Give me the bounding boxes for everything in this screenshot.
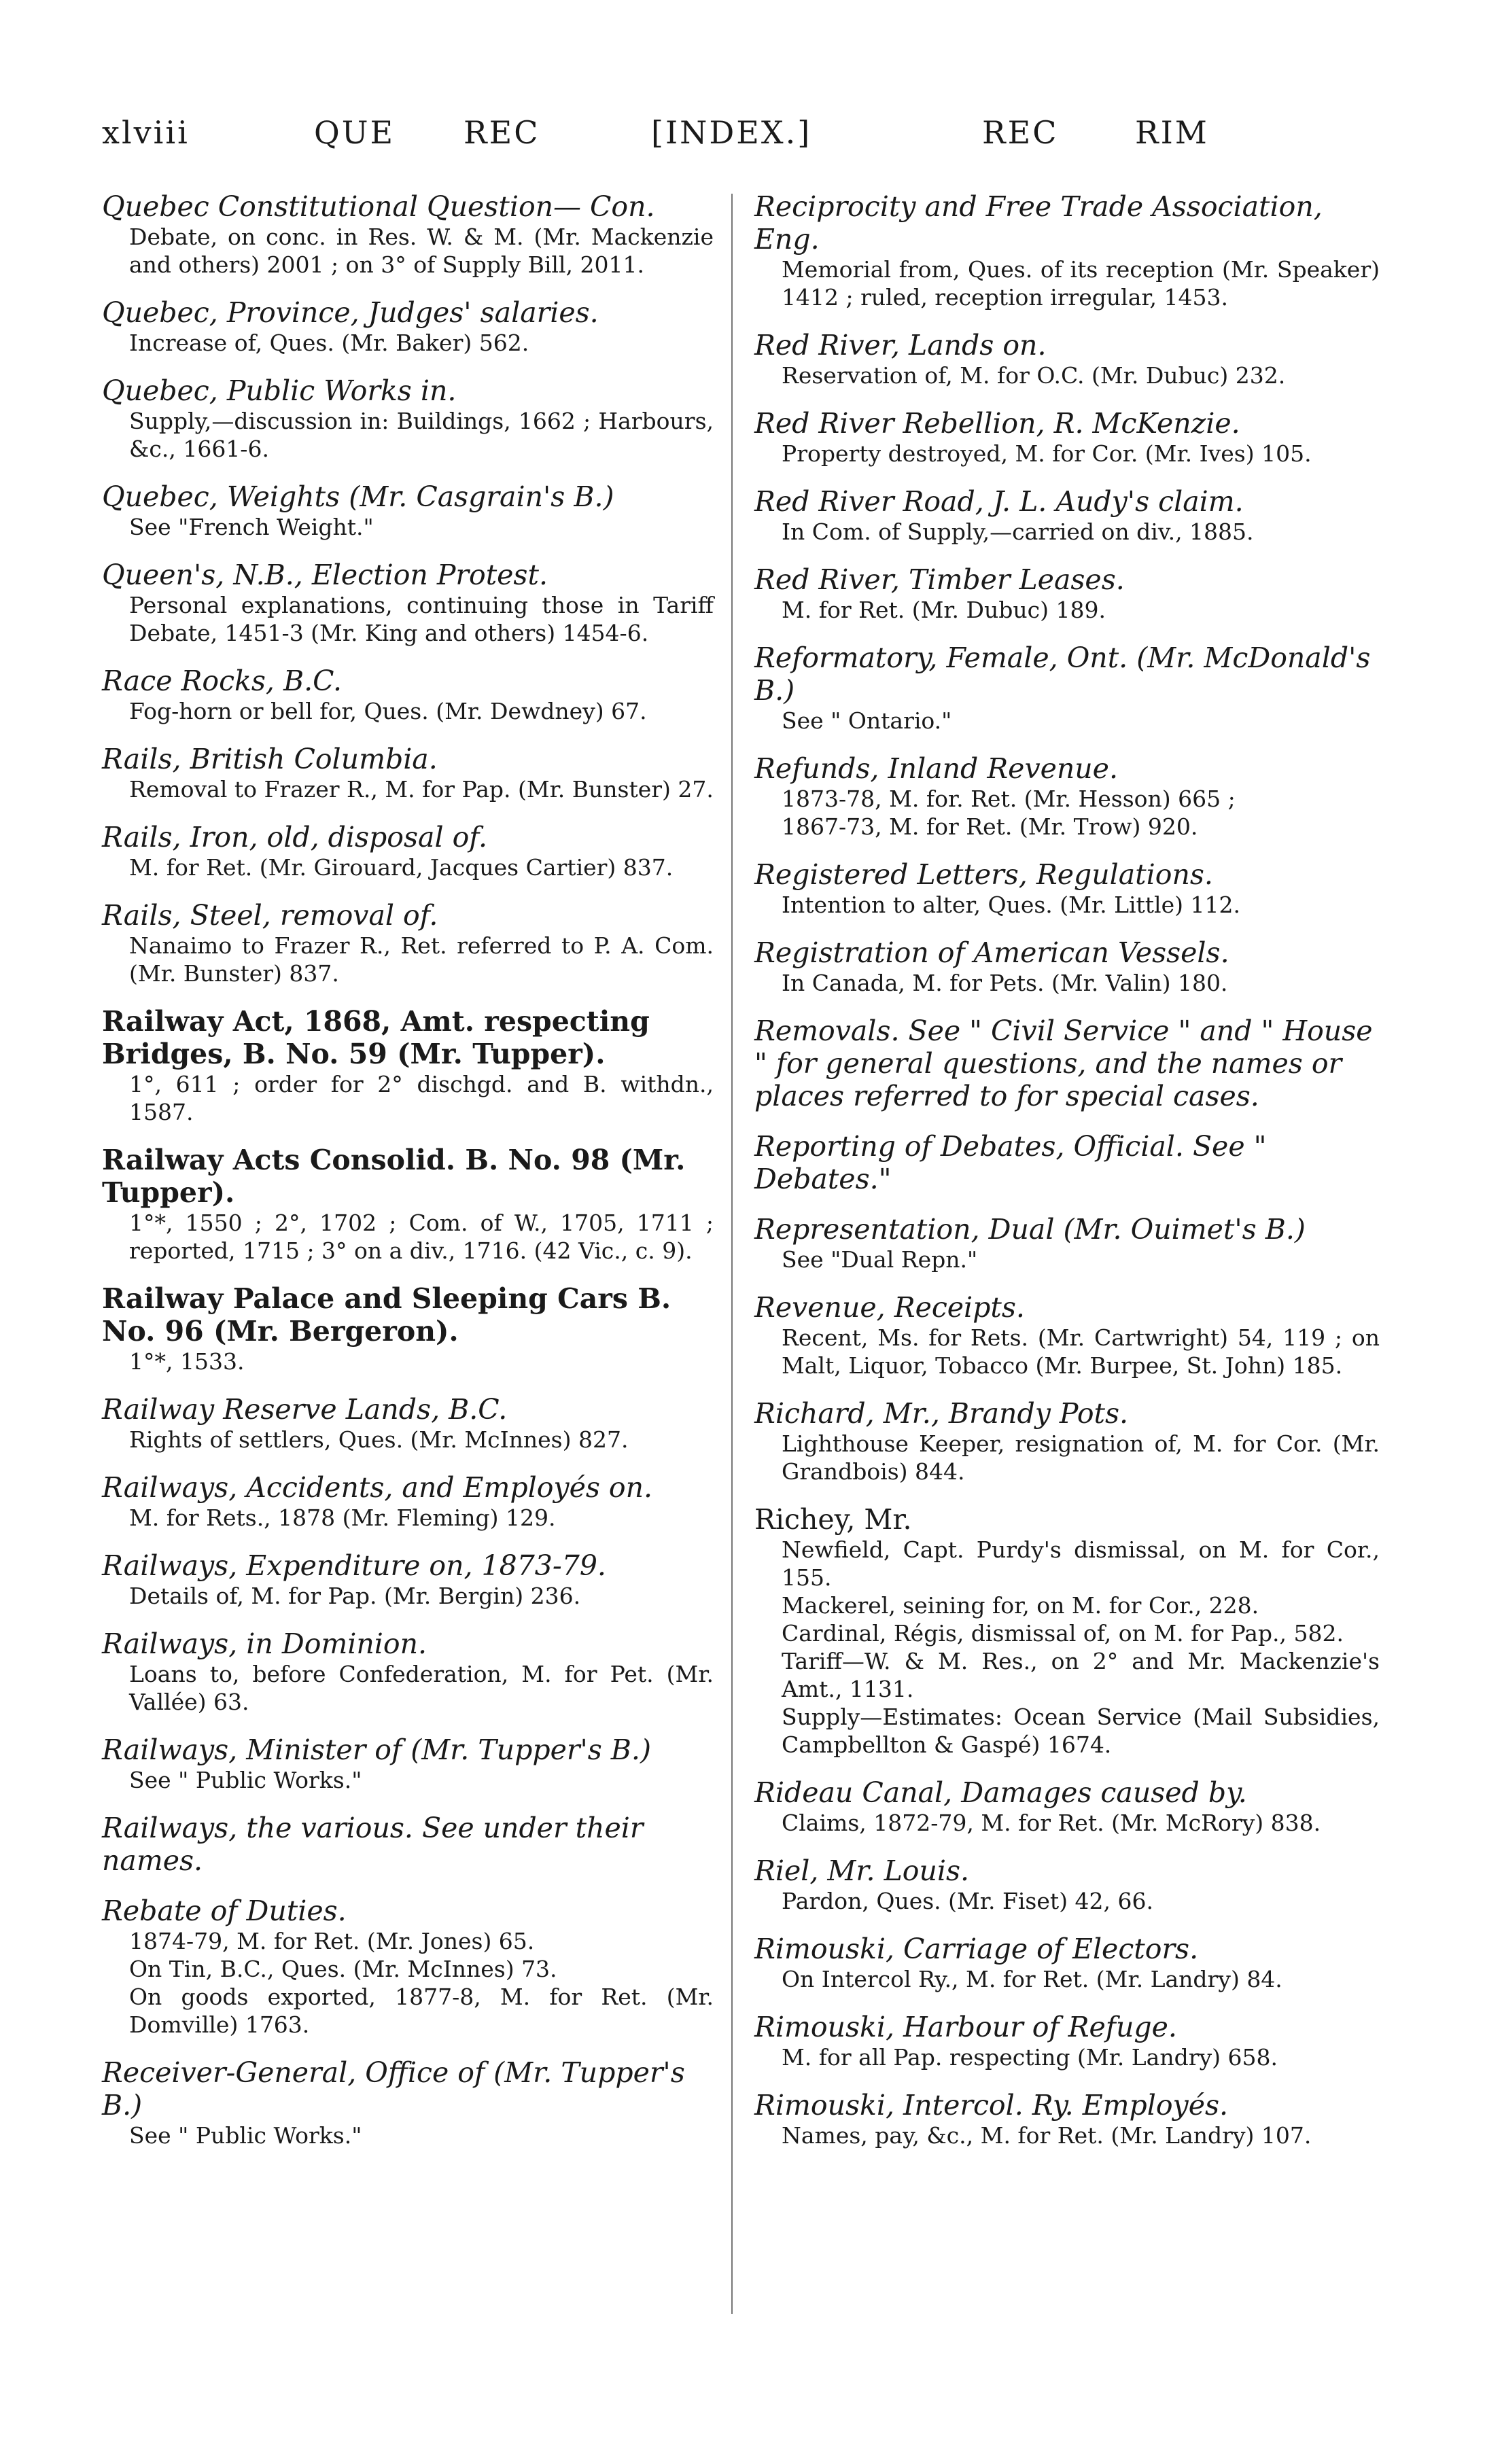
entry-line: On Intercol Ry., M. for Ret. (Mr. Landry) 84.	[782, 1966, 1282, 1992]
entry-line: Newfield, Capt. Purdy's dismissal, on M. for Cor., 155.	[782, 1536, 1380, 1591]
entry-line: See "Dual Repn."	[782, 1246, 978, 1273]
entry-heading: Riel, Mr. Louis.	[754, 1854, 970, 1887]
entry-line: 1873-78, M. for. Ret. (Mr. Hesson) 665 ;	[782, 786, 1236, 812]
index-entry	[102, 1144, 714, 1265]
entry-heading: Registration of American Vessels.	[754, 936, 1229, 969]
entry-line: Names, pay, &c., M. for Ret. (Mr. Landry) 107.	[782, 2122, 1312, 2149]
entry-heading: Reporting of Debates, Official. See " Debates."	[754, 1130, 1267, 1195]
index-entry	[102, 665, 714, 725]
entry-heading: Railways, Minister of (Mr. Tupper's B.)	[102, 1733, 651, 1766]
entry-line: See "French Weight."	[129, 514, 374, 540]
entry-line: See " Public Works."	[129, 2122, 362, 2149]
entry-heading: Reformatory, Female, Ont. (Mr. McDonald's B.)	[754, 641, 1371, 707]
index-entry	[102, 559, 714, 647]
entry-heading: Rails, Steel, removal of.	[102, 899, 438, 932]
index-entry	[102, 1733, 714, 1794]
entry-heading: Railway Palace and Sleeping Cars B. No. 96 (Mr. Bergeron).	[102, 1282, 671, 1348]
entry-heading: Red River, Lands on.	[754, 329, 1047, 362]
index-entry	[102, 1471, 714, 1532]
entry-line: M. for Ret. (Mr. Dubuc) 189.	[782, 597, 1106, 623]
column-divider	[731, 194, 733, 2314]
index-entry	[754, 563, 1380, 624]
entry-heading: Railways, Expenditure on, 1873-79.	[102, 1549, 606, 1582]
entry-line: Reservation of, M. for O.C. (Mr. Dubuc) 232.	[782, 362, 1286, 389]
index-entry	[754, 1933, 1380, 1993]
index-entry	[102, 1393, 714, 1454]
index-entry	[754, 1015, 1380, 1112]
entry-heading: Railway Acts Consolid. B. No. 98 (Mr. Tupper).	[102, 1144, 686, 1209]
index-entry	[754, 858, 1380, 919]
index-entry	[102, 2056, 714, 2149]
index-entry	[754, 1213, 1380, 1273]
index-entry	[102, 1895, 714, 2039]
entry-heading: Rimouski, Carriage of Electors.	[754, 1933, 1199, 1965]
running-header	[102, 114, 1414, 155]
entry-heading: Railways, in Dominion.	[102, 1627, 427, 1660]
index-entry	[754, 1291, 1380, 1379]
entry-line: Cardinal, Régis, dismissal of, on M. for Pap., 582.	[782, 1620, 1344, 1647]
entry-line: On Tin, B.C., Ques. (Mr. McInnes) 73.	[129, 1956, 557, 1982]
entry-line: Supply—Estimates: Ocean Service (Mail Subsidies, Campbellton & Gaspé) 1674.	[782, 1704, 1380, 1758]
index-entry	[754, 2089, 1380, 2149]
entry-line: 1867-73, M. for Ret. (Mr. Trow) 920.	[782, 813, 1198, 840]
entry-line: See " Ontario."	[782, 707, 952, 734]
index-entry	[102, 1627, 714, 1716]
entry-line: Memorial from, Ques. of its reception (Mr. Speaker) 1412 ; ruled, reception irregular, 1453.	[782, 256, 1380, 311]
entry-line: Claims, 1872-79, M. for Ret. (Mr. McRory) 838.	[782, 1810, 1321, 1836]
index-entry	[102, 190, 714, 279]
entry-heading: Rails, Iron, old, disposal of.	[102, 821, 488, 853]
right-range-to: RIM	[1135, 114, 1209, 151]
entry-heading: Railways, Accidents, and Employés on.	[102, 1471, 653, 1504]
entry-line: In Com. of Supply,—carried on div., 1885.	[782, 518, 1254, 545]
entry-heading: Red River Road, J. L. Audy's claim.	[754, 485, 1244, 518]
entry-heading: Rails, British Columbia.	[102, 743, 438, 775]
index-entry	[754, 329, 1380, 389]
entry-line: Pardon, Ques. (Mr. Fiset) 42, 66.	[782, 1888, 1153, 1914]
entry-heading: Representation, Dual (Mr. Ouimet's B.)	[754, 1213, 1306, 1246]
left-range-from: QUE	[314, 114, 396, 151]
entry-heading: Queen's, N.B., Election Protest.	[102, 559, 548, 591]
entry-line: Tariff—W. & M. Res., on 2° and Mr. Mackenzie's Amt., 1131.	[782, 1648, 1380, 1702]
index-entry	[754, 752, 1380, 841]
index-entry	[754, 407, 1380, 468]
entry-heading: Rimouski, Harbour of Refuge.	[754, 2011, 1177, 2043]
entry-line: Supply,—discussion in: Buildings, 1662 ; Harbours, &c., 1661-6.	[129, 408, 714, 462]
index-entry	[754, 1776, 1380, 1837]
index-entry	[102, 374, 714, 463]
entry-line: 1°, 611 ; order for 2° dischgd. and B. withdn., 1587.	[129, 1071, 714, 1125]
left-column	[102, 190, 714, 2167]
index-title: [INDEX.]	[651, 114, 812, 151]
entry-line: Fog-horn or bell for, Ques. (Mr. Dewdney) 67.	[129, 698, 647, 724]
entry-line: Removal to Frazer R., M. for Pap. (Mr. Bunster) 27.	[129, 776, 714, 803]
entry-heading: Quebec, Province, Judges' salaries.	[102, 296, 599, 329]
entry-heading: Revenue, Receipts.	[754, 1291, 1025, 1324]
entry-heading: Receiver-General, Office of (Mr. Tupper's B.)	[102, 2056, 685, 2122]
index-entry	[754, 936, 1380, 997]
entry-heading: Registered Letters, Regulations.	[754, 858, 1213, 891]
index-entry	[102, 296, 714, 357]
entry-line: M. for Ret. (Mr. Girouard, Jacques Cartier) 837.	[129, 854, 674, 881]
entry-heading: Red River Rebellion, R. McKenzie.	[754, 407, 1240, 440]
index-entry	[754, 641, 1380, 735]
entry-heading: Richard, Mr., Brandy Pots.	[754, 1397, 1129, 1430]
entry-line: M. for Rets., 1878 (Mr. Fleming) 129.	[129, 1504, 556, 1531]
entry-heading: Railway Reserve Lands, B.C.	[102, 1393, 508, 1426]
entry-heading: Removals. See " Civil Service " and " House " for general questions, and the names or places referred to for special cases.	[754, 1015, 1373, 1112]
entry-line: M. for all Pap. respecting (Mr. Landry) 658.	[782, 2044, 1278, 2071]
index-entry	[102, 1282, 714, 1375]
entry-heading: Rimouski, Intercol. Ry. Employés.	[754, 2089, 1229, 2122]
entry-line: Rights of settlers, Ques. (Mr. McInnes) 827.	[129, 1426, 629, 1453]
entry-line: Increase of, Ques. (Mr. Baker) 562.	[129, 330, 529, 356]
entry-heading: Refunds, Inland Revenue.	[754, 752, 1118, 785]
index-entry	[754, 1503, 1380, 1759]
entry-line: Debate, on conc. in Res. W. & M. (Mr. Mackenzie and others) 2001 ; on 3° of Supply Bill, 2011.	[129, 224, 714, 278]
index-entry	[102, 1005, 714, 1126]
page-number: xlviii	[102, 114, 190, 151]
entry-heading: Richey, Mr.	[754, 1503, 912, 1536]
entry-line: Property destroyed, M. for Cor. (Mr. Ives) 105.	[782, 440, 1312, 467]
entry-line: Intention to alter, Ques. (Mr. Little) 112.	[782, 892, 1240, 918]
entry-line: 1874-79, M. for Ret. (Mr. Jones) 65.	[129, 1928, 535, 1954]
entry-line: On goods exported, 1877-8, M. for Ret. (Mr. Domville) 1763.	[129, 1984, 714, 2038]
index-entry	[754, 2011, 1380, 2071]
entry-line: Recent, Ms. for Rets. (Mr. Cartwright) 54, 119 ; on Malt, Liquor, Tobacco (Mr. Burpee, St. John) 185.	[782, 1324, 1380, 1379]
index-entry	[754, 1397, 1380, 1485]
entry-heading: Reciprocity and Free Trade Association, Eng.	[754, 190, 1323, 256]
entry-line: 1°*, 1533.	[129, 1348, 245, 1375]
entry-heading: Quebec, Weights (Mr. Casgrain's B.)	[102, 480, 614, 513]
entry-line: 1°*, 1550 ; 2°, 1702 ; Com. of W., 1705, 1711 ; reported, 1715 ; 3° on a div., 1716. (42 Vic., c. 9).	[129, 1210, 714, 1264]
index-entry	[102, 480, 714, 541]
entry-line: Lighthouse Keeper, resignation of, M. for Cor. (Mr. Grandbois) 844.	[782, 1430, 1380, 1485]
entry-heading: Rebate of Duties.	[102, 1895, 347, 1927]
entry-heading: Red River, Timber Leases.	[754, 563, 1125, 596]
index-entry	[102, 1812, 714, 1877]
entry-line: Personal explanations, continuing those in Tariff Debate, 1451-3 (Mr. King and others) 1454-6.	[129, 592, 714, 646]
entry-heading: Race Rocks, B.C.	[102, 665, 343, 697]
index-entry	[754, 1854, 1380, 1915]
index-entry	[102, 1549, 714, 1610]
entry-line: Nanaimo to Frazer R., Ret. referred to P. A. Com. (Mr. Bunster) 837.	[129, 932, 714, 987]
index-entry	[754, 485, 1380, 546]
entry-heading: Rideau Canal, Damages caused by.	[754, 1776, 1247, 1809]
entry-line: In Canada, M. for Pets. (Mr. Valin) 180.	[782, 970, 1228, 996]
index-entry	[754, 190, 1380, 311]
left-range-to: REC	[464, 114, 540, 151]
entry-line: Mackerel, seining for, on M. for Cor., 228.	[782, 1592, 1259, 1619]
right-column	[754, 190, 1380, 2167]
entry-heading: Quebec, Public Works in.	[102, 374, 457, 407]
index-entry	[754, 1130, 1380, 1195]
entry-line: Loans to, before Confederation, M. for Pet. (Mr. Vallée) 63.	[129, 1661, 714, 1715]
index-entry	[102, 743, 714, 803]
index-entry	[102, 821, 714, 881]
entry-heading: Railways, the various. See under their names.	[102, 1812, 644, 1877]
entry-heading: Quebec Constitutional Question— Con.	[102, 190, 655, 223]
entry-heading: Railway Act, 1868, Amt. respecting Bridges, B. No. 59 (Mr. Tupper).	[102, 1005, 650, 1070]
entry-line: Details of, M. for Pap. (Mr. Bergin) 236.	[129, 1583, 581, 1609]
index-entry	[102, 899, 714, 987]
entry-line: See " Public Works."	[129, 1767, 362, 1793]
right-range-from: REC	[982, 114, 1059, 151]
